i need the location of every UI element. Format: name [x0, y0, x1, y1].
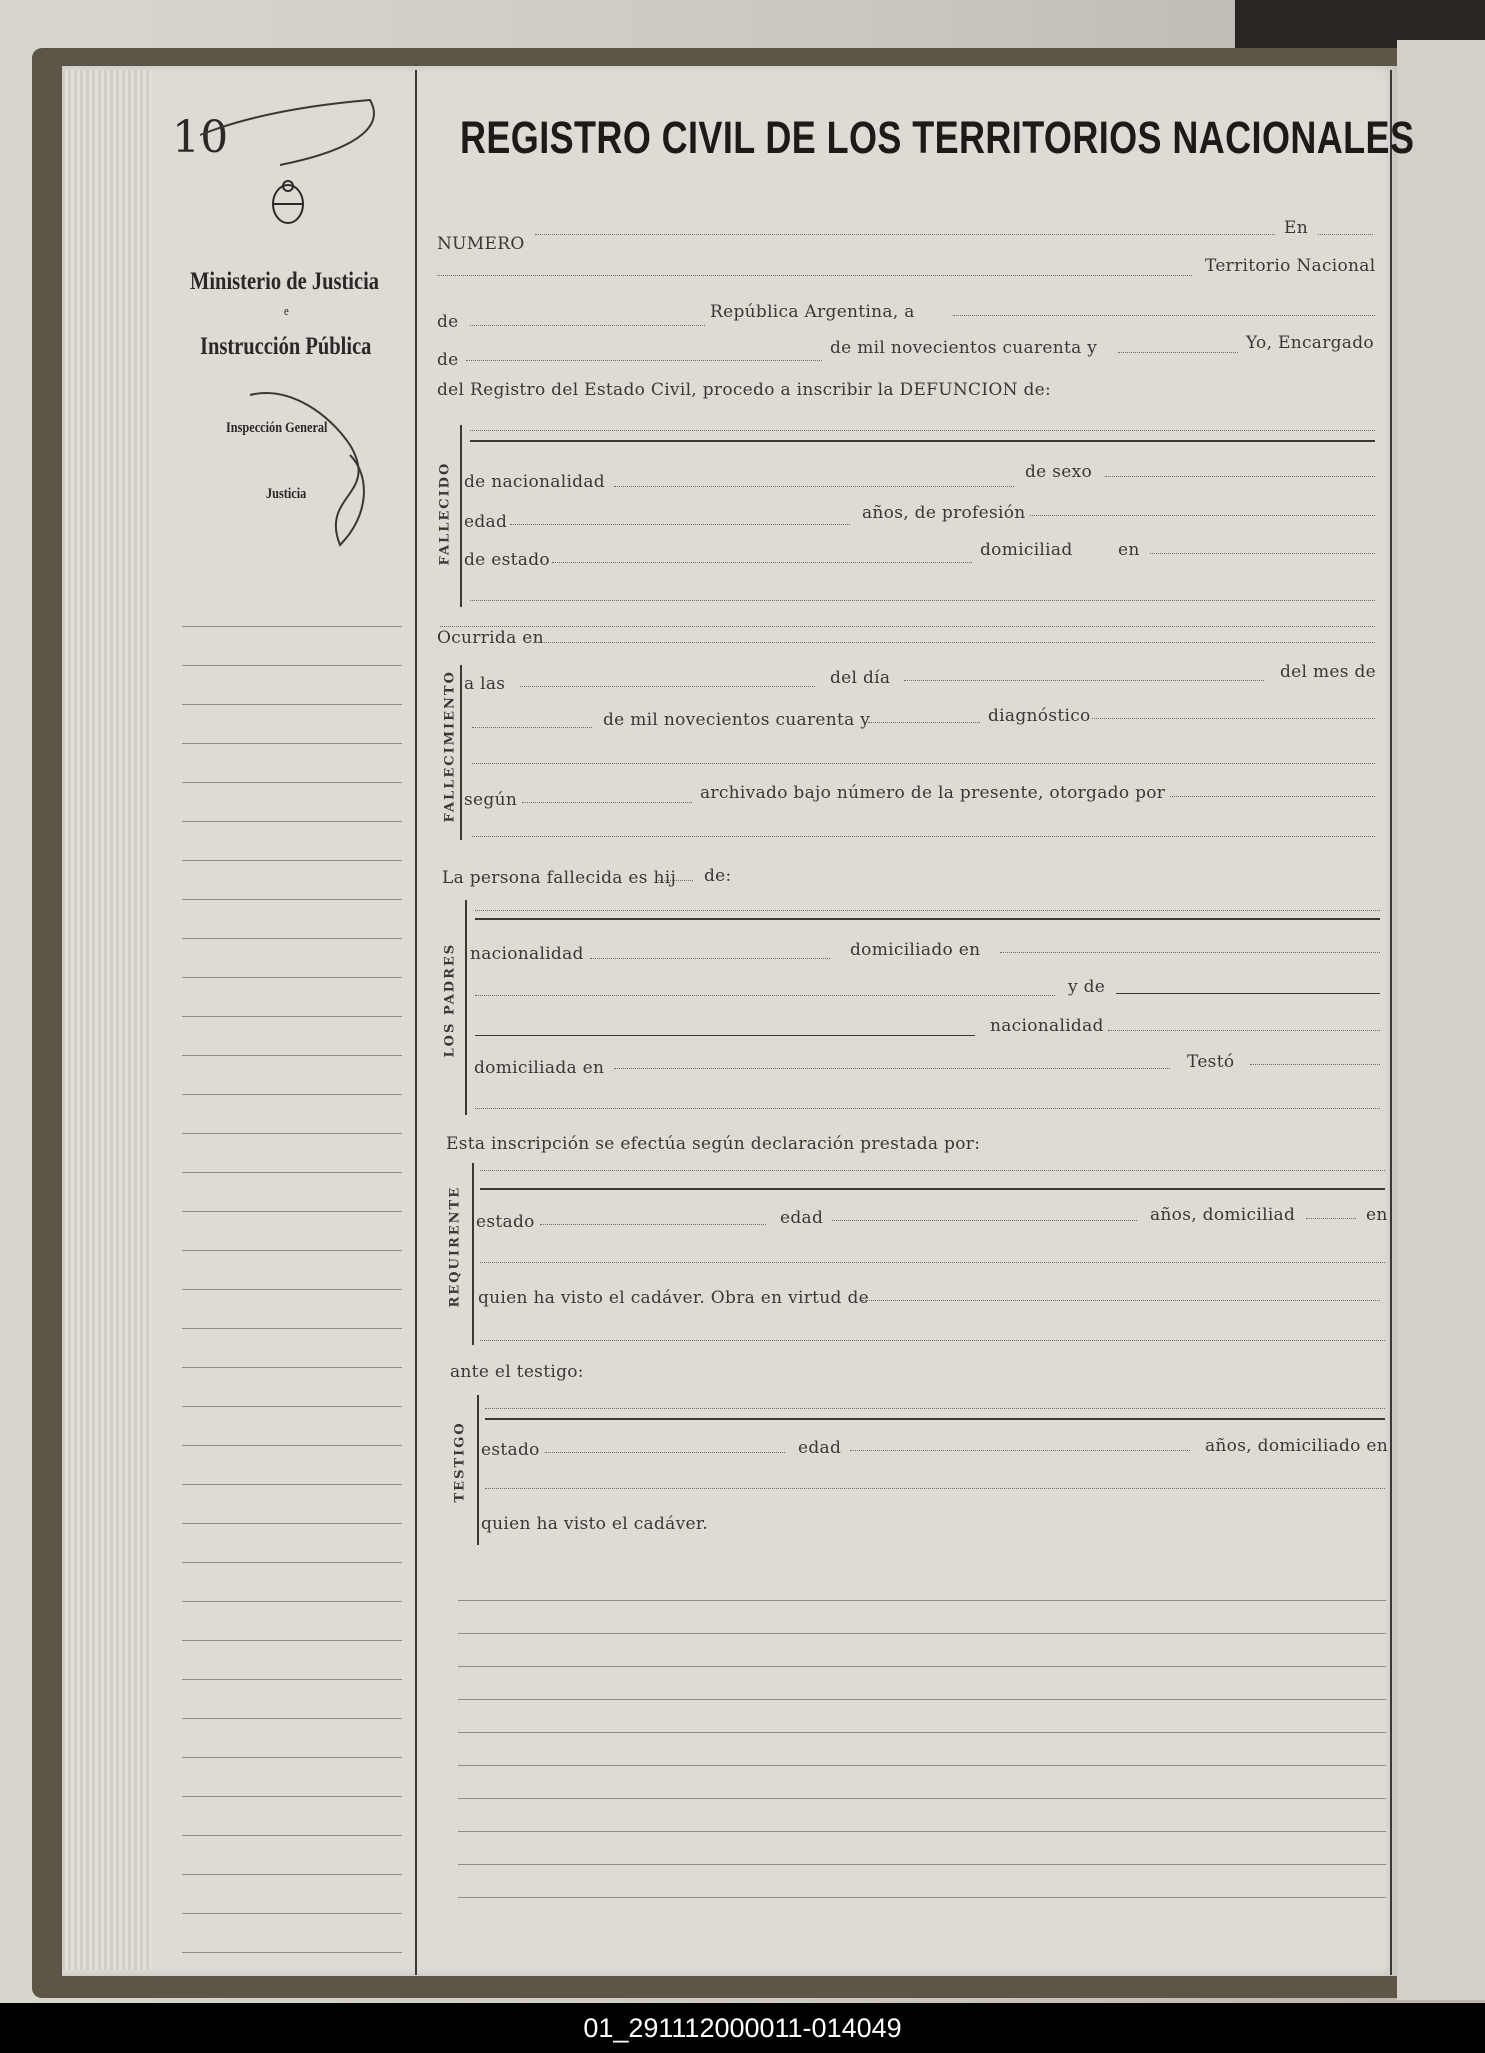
sexo-line — [1105, 476, 1375, 477]
yo-label: Yo, Encargado — [1246, 333, 1374, 353]
ministry-line-2: e — [284, 303, 289, 318]
padre-name-line — [475, 910, 1380, 911]
testigo-quien-label: quien ha visto el cadáver. — [481, 1514, 709, 1534]
testo-label: Testó — [1187, 1052, 1235, 1072]
nacionalidad-line — [614, 486, 1014, 487]
padres-heavy-rule — [475, 918, 1380, 920]
padre-domiciliado-label: domiciliado en — [850, 940, 981, 960]
fallecido-nacionalidad-label: de nacionalidad — [464, 472, 605, 492]
page-stack-edge — [62, 70, 152, 1970]
testigo-bracket — [477, 1395, 479, 1545]
a-las-label: a las — [464, 674, 506, 694]
padres-side-label: LOS PADRES — [442, 942, 458, 1058]
edad-label: edad — [464, 512, 508, 532]
requirente-bracket — [472, 1163, 474, 1345]
fallecido-name-line — [470, 430, 1375, 431]
obra-line — [862, 1300, 1380, 1301]
en-line — [1318, 234, 1373, 235]
fallecimiento-extra-line — [472, 763, 1375, 764]
republica-label: República Argentina, a — [710, 302, 915, 322]
requirente-edad-label: edad — [780, 1208, 824, 1228]
padre-nacionalidad-line — [590, 958, 830, 959]
fallecido-heavy-rule — [470, 440, 1375, 442]
testigo-extra-line — [485, 1488, 1385, 1489]
blank-line — [440, 626, 1375, 627]
requirente-quien-label: quien ha visto el cadáver. Obra en virtud de — [478, 1288, 869, 1308]
anos-profesion-label: años, de profesión — [862, 503, 1026, 523]
del-dia-label: del día — [830, 668, 891, 688]
sexo-label: de sexo — [1025, 462, 1093, 482]
fallecimiento-extra-line-2 — [472, 836, 1375, 837]
edad-line — [510, 524, 850, 525]
fallecido-extra-line — [470, 600, 1375, 601]
requirente-side-label: REQUIRENTE — [447, 1185, 463, 1308]
del-mes-label: del mes de — [1280, 662, 1377, 682]
dia-line — [904, 680, 1264, 681]
page-title: REGISTRO CIVIL DE LOS TERRITORIOS NACIONALES — [460, 112, 1415, 163]
fallecimiento-mil-label: de mil novecientos cuarenta y — [603, 710, 871, 730]
domiciliad-suffix-line — [1306, 1218, 1356, 1219]
requirente-heavy-rule — [480, 1188, 1385, 1190]
de-line-1 — [470, 325, 705, 326]
image-caption: 01_291112000011-014049 — [0, 2003, 1485, 2053]
padre-domicilio-line — [1000, 952, 1380, 953]
de-label-2: de — [437, 350, 459, 370]
blank-ruled-lines — [458, 1568, 1386, 1928]
testigo-estado-line — [545, 1452, 785, 1453]
testigo-anos-label: años, domiciliado en — [1205, 1436, 1389, 1456]
madre-domicilio-line — [614, 1068, 1170, 1069]
testigo-edad-label: edad — [798, 1438, 842, 1458]
padre-extra-line — [475, 995, 1055, 996]
diagnostico-label: diagnóstico — [988, 706, 1091, 726]
ante-label: ante el testigo: — [450, 1362, 584, 1382]
segun-label: según — [464, 790, 518, 810]
de-line-2 — [466, 360, 822, 361]
inscripcion-label: Esta inscripción se efectúa según declaración prestada por: — [446, 1134, 981, 1154]
diagnostico-line — [1092, 718, 1375, 719]
margin-ruled-lines — [182, 588, 402, 1978]
requirente-estado-label: estado — [476, 1212, 535, 1232]
fallecimiento-bracket — [460, 665, 462, 840]
de-label-1: de — [437, 312, 459, 332]
madre-line — [475, 1035, 975, 1036]
estado-line — [552, 562, 972, 563]
fallecido-bracket — [460, 425, 462, 607]
requirente-extra-line-2 — [480, 1340, 1385, 1341]
archivado-label: archivado bajo número de la presente, otorgado por — [700, 783, 1166, 803]
domicilio-line — [1150, 553, 1375, 554]
profesion-line — [1030, 515, 1375, 516]
otorgado-line — [1170, 796, 1375, 797]
requirente-en-label: en — [1366, 1205, 1388, 1225]
madre-domiciliada-label: domiciliada en — [474, 1058, 605, 1078]
estado-label: de estado — [464, 550, 550, 570]
ocurrida-label: Ocurrida en — [437, 628, 544, 648]
testigo-side-label: TESTIGO — [452, 1421, 468, 1503]
margin-divider — [415, 70, 417, 1975]
requirente-edad-line — [832, 1220, 1137, 1221]
mes-line — [472, 727, 592, 728]
requirente-anos-label: años, domiciliad — [1150, 1205, 1296, 1225]
ministry-dept-1: Inspección General — [226, 420, 328, 436]
fallecido-side-label: FALLECIDO — [437, 461, 453, 566]
domiciliad-label: domiciliad — [980, 540, 1073, 560]
numero-line — [535, 234, 1275, 235]
ocurrida-line — [535, 642, 1375, 643]
testigo-heavy-rule — [485, 1418, 1385, 1420]
territorio-label: Territorio Nacional — [1205, 256, 1376, 276]
madre-name-line — [1116, 993, 1380, 994]
republica-line — [953, 315, 1375, 316]
requirente-estado-line — [540, 1224, 766, 1225]
ministry-line-3: Instrucción Pública — [200, 333, 372, 360]
persona-de-label: de: — [704, 866, 732, 886]
fallecimiento-side-label: FALLECIMIENTO — [442, 670, 458, 823]
madre-nacionalidad-label: nacionalidad — [990, 1016, 1104, 1036]
testigo-estado-label: estado — [481, 1440, 540, 1460]
segun-line — [522, 802, 692, 803]
padre-nacionalidad-label: nacionalidad — [470, 944, 584, 964]
ministry-line-1: Ministerio de Justicia — [190, 268, 380, 295]
domiciliad-en-label: en — [1118, 540, 1140, 560]
en-label: En — [1284, 218, 1308, 238]
testigo-edad-line — [850, 1450, 1190, 1451]
requirente-extra-line — [480, 1262, 1385, 1263]
mil-line — [1118, 352, 1238, 353]
y-de-label: y de — [1068, 977, 1106, 997]
padres-bracket — [465, 900, 467, 1115]
testigo-name-line — [485, 1408, 1385, 1409]
mil-label: de mil novecientos cuarenta y — [830, 338, 1098, 358]
hij-line — [658, 880, 693, 881]
a-las-line — [520, 686, 815, 687]
registro-line: del Registro del Estado Civil, procedo a inscribir la DEFUNCION de: — [437, 380, 1052, 400]
blank-line — [437, 275, 1192, 276]
anio-line — [868, 722, 980, 723]
numero-label: NUMERO — [437, 234, 525, 254]
padres-extra-line — [475, 1108, 1380, 1109]
madre-nacionalidad-line — [1108, 1030, 1380, 1031]
requirente-name-line — [480, 1170, 1385, 1171]
right-page-border — [1390, 70, 1392, 1975]
next-page-edge — [1397, 40, 1485, 2000]
testo-line — [1250, 1064, 1380, 1065]
persona-label: La persona fallecida es hij — [442, 868, 677, 888]
page-number: 10 — [172, 112, 229, 163]
ministry-dept-2: Justicia — [266, 486, 307, 502]
